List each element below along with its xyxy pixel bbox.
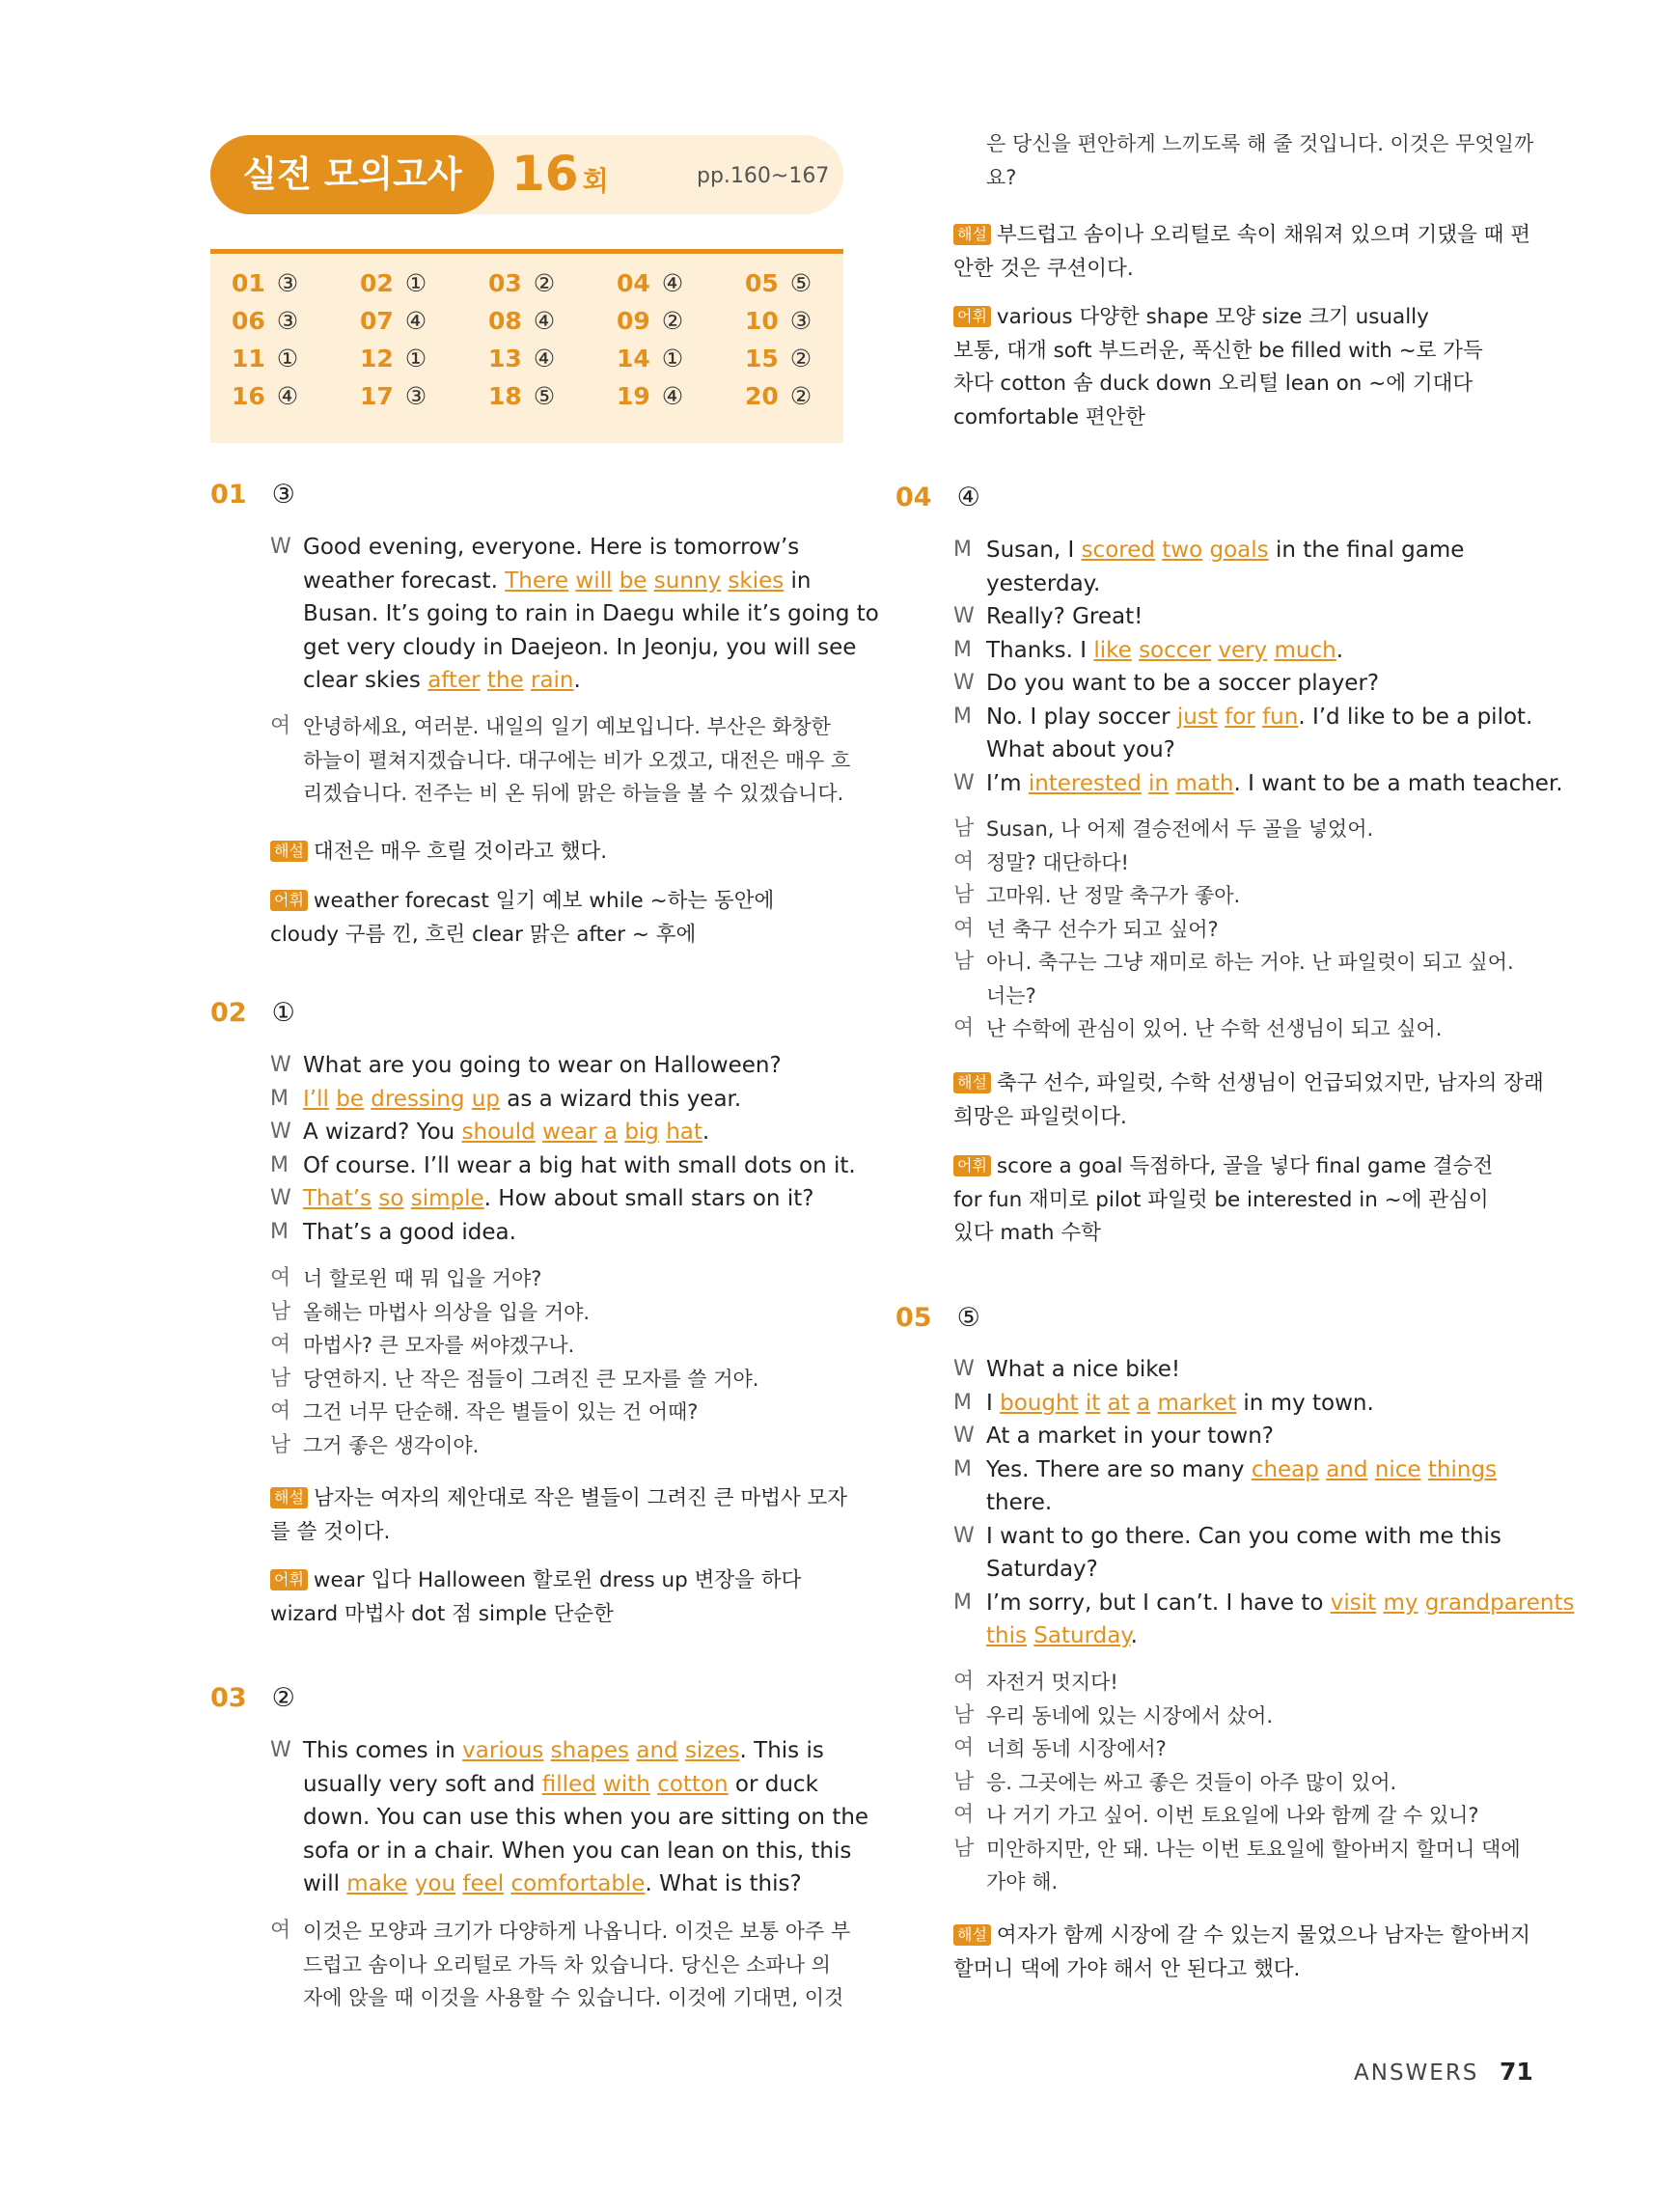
blank-answer: the bbox=[486, 668, 524, 693]
translation-line: 하늘이 펼쳐지겠습니다. 대구에는 비가 오겠고, 대전은 매우 흐 bbox=[303, 748, 851, 772]
blank-answer: in bbox=[1148, 770, 1170, 796]
speaker-label: M bbox=[953, 1590, 972, 1615]
script-line: weather forecast. There will be sunny skies in bbox=[303, 567, 812, 594]
blank-answer: things bbox=[1427, 1456, 1498, 1482]
speaker-label: 남 bbox=[953, 816, 975, 841]
explanation: 해설 축구 선수, 파일럿, 수학 선생님이 언급되었지만, 남자의 장래 bbox=[953, 1067, 1544, 1100]
blank-answer: bought bbox=[1000, 1390, 1079, 1416]
translation-line: 고마워. 난 정말 축구가 좋아. bbox=[986, 884, 1241, 907]
answer-key-number: 02 bbox=[360, 269, 394, 297]
speaker-label: 여 bbox=[953, 1670, 975, 1694]
answer-key-item bbox=[488, 378, 614, 415]
speaker-label: 여 bbox=[953, 1803, 975, 1827]
answer-key-choice: ① bbox=[404, 345, 427, 373]
blank-answer: various bbox=[462, 1738, 544, 1763]
answer-key-number: 20 bbox=[745, 382, 779, 410]
speaker-label: 여 bbox=[270, 1919, 291, 1943]
blank-answer: so bbox=[378, 1186, 404, 1211]
script-line: This comes in various shapes and sizes. This is bbox=[303, 1738, 824, 1763]
blank-answer: visit bbox=[1330, 1590, 1377, 1616]
translation-line: 은 당신을 편안하게 느끼도록 해 줄 것입니다. 이것은 무엇일까 bbox=[986, 132, 1534, 155]
blank-answer: hat bbox=[666, 1120, 702, 1145]
blank-answer: just bbox=[1176, 704, 1218, 730]
answer-key-item bbox=[360, 265, 485, 302]
speaker-label: W bbox=[953, 671, 975, 695]
answer-key-number: 07 bbox=[360, 307, 394, 335]
blank-answer: it bbox=[1085, 1390, 1101, 1416]
answer-key-choice: ② bbox=[789, 345, 812, 373]
answer-key-number: 12 bbox=[360, 345, 394, 373]
answer-key-number: 05 bbox=[745, 269, 779, 297]
translation-line: 정말? 대단하다! bbox=[986, 850, 1129, 874]
vocabulary-badge: 어휘 bbox=[270, 890, 308, 911]
vocabulary: 어휘 wear 입다 Halloween 할로윈 dress up 변장을 하다 bbox=[270, 1564, 801, 1597]
script-line: That’s so simple. How about small stars on it? bbox=[303, 1186, 814, 1211]
blank-answer: my bbox=[1383, 1590, 1418, 1616]
script-line: What are you going to wear on Halloween? bbox=[303, 1053, 782, 1078]
explanation: 할머니 댁에 가야 해서 안 된다고 했다. bbox=[953, 1956, 1301, 1981]
translation-line: 아니. 축구는 그냥 재미로 하는 거야. 난 파일럿이 되고 싶어. bbox=[986, 951, 1514, 974]
blank-answer: simple bbox=[410, 1186, 484, 1211]
blank-answer: and bbox=[636, 1738, 678, 1763]
translation-line: 자에 앉을 때 이것을 사용할 수 있습니다. 이것에 기대면, 이것 bbox=[303, 1986, 844, 2009]
answer-key-choice: ① bbox=[276, 345, 299, 373]
blank-answer: sunny bbox=[653, 567, 722, 594]
question-number: 01 bbox=[210, 480, 247, 510]
blank-answer: nice bbox=[1374, 1456, 1421, 1482]
speaker-label: 여 bbox=[270, 1266, 291, 1290]
blank-answer: will bbox=[575, 567, 613, 594]
answer-key-item bbox=[488, 265, 614, 302]
script-line: At a market in your town? bbox=[986, 1424, 1274, 1449]
answer-key-choice: ④ bbox=[661, 382, 684, 410]
explanation-badge: 해설 bbox=[953, 1924, 991, 1946]
question-header bbox=[210, 1682, 295, 1715]
speaker-label: 여 bbox=[953, 849, 975, 874]
speaker-label: 여 bbox=[953, 1016, 975, 1040]
blank-answer: up bbox=[471, 1086, 500, 1112]
answer-key-number: 03 bbox=[488, 269, 522, 297]
script-line: Of course. I’ll wear a big hat with small dots on it. bbox=[303, 1152, 856, 1178]
script-line: A wizard? You should wear a big hat. bbox=[303, 1120, 710, 1145]
answer-key-item bbox=[360, 378, 485, 415]
blank-answer: be bbox=[619, 567, 647, 594]
translation-line: 그거 좋은 생각이야. bbox=[303, 1433, 480, 1457]
answer-key-number: 16 bbox=[232, 382, 265, 410]
question-answer: ④ bbox=[956, 483, 980, 512]
translation-line: 너는? bbox=[986, 983, 1036, 1008]
translation-line: 이것은 모양과 크기가 다양하게 나옵니다. 이것은 보통 아주 부 bbox=[303, 1920, 851, 1943]
script-line: I want to go there. Can you come with me this bbox=[986, 1523, 1501, 1549]
translation-line: 미안하지만, 안 돼. 나는 이번 토요일에 할아버지 할머니 댁에 bbox=[986, 1837, 1521, 1861]
answer-key-item bbox=[617, 378, 742, 415]
answer-key-number: 19 bbox=[617, 382, 650, 410]
answer-key-choice: ① bbox=[661, 345, 684, 373]
blank-answer: goals bbox=[1209, 538, 1269, 563]
translation-line: 그건 너무 단순해. 작은 별들이 있는 건 어때? bbox=[303, 1400, 699, 1424]
vocabulary-badge: 어휘 bbox=[953, 306, 991, 327]
footer-label: ANSWERS bbox=[1354, 2060, 1479, 2086]
script-line: Thanks. I like soccer very much. bbox=[986, 637, 1344, 663]
blank-answer: dressing bbox=[371, 1086, 465, 1112]
script-line: What a nice bike! bbox=[986, 1357, 1181, 1382]
blank-answer: There bbox=[505, 567, 569, 594]
explanation: 해설 부드럽고 솜이나 오리털로 속이 채워져 있으며 기댔을 때 편 bbox=[953, 219, 1530, 252]
translation-line: 난 수학에 관심이 있어. 난 수학 선생님이 되고 싶어. bbox=[986, 1017, 1443, 1040]
answer-key-number: 14 bbox=[617, 345, 650, 373]
speaker-label: W bbox=[270, 1120, 291, 1144]
blank-answer: feel bbox=[462, 1871, 505, 1896]
page-range: pp.160~167 bbox=[697, 164, 830, 188]
answer-key-item bbox=[488, 303, 614, 340]
answer-key-item bbox=[745, 378, 870, 415]
translation-line: Susan, 나 어제 결승전에서 두 골을 넣었어. bbox=[986, 817, 1374, 841]
blank-answer: filled bbox=[541, 1771, 596, 1797]
question-header bbox=[895, 482, 980, 514]
translation-line: 요? bbox=[986, 165, 1017, 189]
script-line: yesterday. bbox=[986, 570, 1101, 596]
blank-answer: fun bbox=[1262, 704, 1299, 730]
speaker-label: 여 bbox=[953, 916, 975, 941]
blank-answer: should bbox=[461, 1120, 536, 1145]
blank-answer: Saturday bbox=[1033, 1623, 1131, 1648]
answer-key-choice: ③ bbox=[276, 307, 299, 335]
answer-key-item bbox=[360, 303, 485, 340]
answer-key-item bbox=[617, 265, 742, 302]
blank-answer: make bbox=[346, 1871, 408, 1896]
answer-key-item bbox=[745, 303, 870, 340]
speaker-label: 남 bbox=[953, 883, 975, 907]
script-line: this Saturday. bbox=[986, 1623, 1138, 1648]
speaker-label: M bbox=[270, 1086, 289, 1111]
explanation: 해설 대전은 매우 흐릴 것이라고 했다. bbox=[270, 836, 607, 869]
translation-line: 응. 그곳에는 싸고 좋은 것들이 아주 많이 있어. bbox=[986, 1770, 1397, 1794]
speaker-label: M bbox=[953, 637, 972, 662]
answer-key-choice: ⑤ bbox=[533, 382, 556, 410]
blank-answer: comfortable bbox=[510, 1871, 646, 1896]
translation-line: 당연하지. 난 작은 점들이 그려진 큰 모자를 쓸 거야. bbox=[303, 1367, 759, 1391]
answer-key-choice: ③ bbox=[404, 382, 427, 410]
blank-answer: math bbox=[1175, 770, 1234, 796]
script-line: Busan. It’s going to rain in Daegu while it’s going to bbox=[303, 601, 879, 626]
script-line: Susan, I scored two goals in the final game bbox=[986, 538, 1465, 563]
speaker-label: M bbox=[953, 1456, 972, 1481]
blank-answer: That’s bbox=[303, 1186, 372, 1211]
vocabulary: 어휘 various 다양한 shape 모양 size 크기 usually bbox=[953, 301, 1429, 334]
answer-key-number: 13 bbox=[488, 345, 522, 373]
blank-answer: scored bbox=[1081, 538, 1155, 563]
answer-key-choice: ④ bbox=[276, 382, 299, 410]
script-line: That’s a good idea. bbox=[303, 1219, 516, 1245]
blank-answer: big bbox=[624, 1120, 659, 1145]
speaker-label: 여 bbox=[270, 1399, 291, 1424]
answer-key-number: 09 bbox=[617, 307, 650, 335]
answer-key-grid bbox=[210, 249, 843, 443]
vocabulary: comfortable 편안한 bbox=[953, 404, 1146, 429]
vocabulary: 어휘 weather forecast 일기 예보 while ~하는 동안에 bbox=[270, 885, 774, 918]
explanation-badge: 해설 bbox=[953, 224, 991, 245]
translation-line: 넌 축구 선수가 되고 싶어? bbox=[986, 917, 1219, 941]
speaker-label: 여 bbox=[953, 1736, 975, 1760]
speaker-label: 남 bbox=[270, 1432, 291, 1457]
question-answer: ② bbox=[271, 1683, 295, 1713]
translation-line: 드럽고 솜이나 오리털로 가득 차 있습니다. 당신은 소파나 의 bbox=[303, 1952, 831, 1977]
blank-answer: a bbox=[1137, 1390, 1151, 1416]
speaker-label: M bbox=[270, 1219, 289, 1244]
script-line: I’ll be dressing up as a wizard this year. bbox=[303, 1086, 742, 1112]
answer-key-number: 06 bbox=[232, 307, 265, 335]
speaker-label: W bbox=[270, 535, 291, 559]
answer-key-number: 18 bbox=[488, 382, 522, 410]
question-answer: ⑤ bbox=[956, 1303, 980, 1333]
explanation-badge: 해설 bbox=[270, 1487, 308, 1508]
vocabulary: 있다 math 수학 bbox=[953, 1221, 1101, 1245]
explanation: 해설 여자가 함께 시장에 갈 수 있는지 물었으나 남자는 할아버지 bbox=[953, 1920, 1530, 1952]
blank-answer: two bbox=[1162, 538, 1203, 563]
translation-line: 너 할로윈 때 뭐 입을 거야? bbox=[303, 1267, 542, 1290]
explanation: 희망은 파일럿이다. bbox=[953, 1104, 1127, 1129]
answer-key-number: 15 bbox=[745, 345, 779, 373]
speaker-label: 남 bbox=[270, 1299, 291, 1324]
translation-line: 우리 동네에 있는 시장에서 샀어. bbox=[986, 1703, 1274, 1728]
blank-answer: cotton bbox=[657, 1771, 729, 1797]
script-line: Really? Great! bbox=[986, 604, 1143, 629]
script-line: Good evening, everyone. Here is tomorrow’s bbox=[303, 535, 800, 560]
explanation: 해설 남자는 여자의 제안대로 작은 별들이 그려진 큰 마법사 모자 bbox=[270, 1482, 847, 1515]
answer-key-number: 08 bbox=[488, 307, 522, 335]
speaker-label: W bbox=[953, 770, 975, 795]
blank-answer: you bbox=[414, 1871, 456, 1896]
vocabulary-badge: 어휘 bbox=[953, 1155, 991, 1176]
translation-line: 올해는 마법사 의상을 입을 거야. bbox=[303, 1300, 591, 1324]
answer-key-item bbox=[617, 303, 742, 340]
explanation: 를 쓸 것이다. bbox=[270, 1519, 391, 1544]
vocabulary: wizard 마법사 dot 점 simple 단순한 bbox=[270, 1601, 614, 1626]
answer-key-number: 01 bbox=[232, 269, 265, 297]
translation-line: 안녕하세요, 여러분. 내일의 일기 예보입니다. 부산은 화창한 bbox=[303, 715, 831, 738]
speaker-label: W bbox=[270, 1738, 291, 1762]
question-number: 02 bbox=[210, 998, 247, 1028]
blank-answer: interested bbox=[1028, 770, 1142, 796]
blank-answer: like bbox=[1093, 637, 1132, 663]
translation-line: 나 거기 가고 싶어. 이번 토요일에 나와 함께 갈 수 있니? bbox=[986, 1804, 1479, 1827]
answer-key-choice: ② bbox=[789, 382, 812, 410]
speaker-label: 여 bbox=[270, 714, 291, 738]
answer-key-number: 04 bbox=[617, 269, 650, 297]
speaker-label: M bbox=[953, 538, 972, 562]
answer-key-choice: ② bbox=[533, 269, 556, 297]
script-line: will make you feel comfortable. What is this? bbox=[303, 1871, 802, 1896]
explanation: 안한 것은 쿠션이다. bbox=[953, 256, 1134, 281]
question-answer: ① bbox=[271, 998, 295, 1028]
speaker-label: 남 bbox=[953, 950, 975, 974]
blank-answer: and bbox=[1326, 1456, 1368, 1482]
answer-key-item bbox=[617, 341, 742, 377]
script-line: down. You can use this when you are sitting on the bbox=[303, 1805, 869, 1830]
answer-key-item bbox=[232, 341, 357, 377]
blank-answer: shapes bbox=[550, 1738, 630, 1763]
vocabulary: 차다 cotton 솜 duck down 오리털 lean on ~에 기대다 bbox=[953, 372, 1473, 396]
answer-key-item bbox=[488, 341, 614, 377]
script-line: I bought it at a market in my town. bbox=[986, 1390, 1374, 1416]
vocabulary: 어휘 score a goal 득점하다, 골을 넣다 final game 결승전 bbox=[953, 1150, 1493, 1183]
explanation-badge: 해설 bbox=[270, 841, 308, 862]
blank-answer: with bbox=[603, 1771, 650, 1797]
test-number: 16 회 bbox=[511, 146, 609, 202]
question-answer: ③ bbox=[271, 480, 295, 510]
script-line: usually very soft and filled with cotton or duck bbox=[303, 1771, 818, 1797]
speaker-label: M bbox=[953, 1390, 972, 1415]
script-line: No. I play soccer just for fun. I’d like to be a pilot. bbox=[986, 704, 1533, 730]
blank-answer: cheap bbox=[1251, 1456, 1319, 1482]
blank-answer: for bbox=[1225, 704, 1255, 730]
translation-line: 리겠습니다. 전주는 비 온 뒤에 맑은 하늘을 볼 수 있겠습니다. bbox=[303, 782, 844, 805]
blank-answer: after bbox=[427, 668, 481, 693]
blank-answer: at bbox=[1107, 1390, 1130, 1416]
speaker-label: W bbox=[953, 604, 975, 628]
script-line: I’m sorry, but I can’t. I have to visit my grandparents bbox=[986, 1590, 1575, 1616]
script-line: What about you? bbox=[986, 737, 1175, 762]
speaker-label: W bbox=[953, 1357, 975, 1381]
blank-answer: market bbox=[1157, 1390, 1237, 1416]
speaker-label: 남 bbox=[270, 1366, 291, 1391]
speaker-label: M bbox=[270, 1152, 289, 1177]
script-line: sofa or in a chair. When you can lean on this, this bbox=[303, 1838, 852, 1864]
answer-key-choice: ② bbox=[661, 307, 684, 335]
translation-line: 가야 해. bbox=[986, 1870, 1059, 1894]
script-line: I’m interested in math. I want to be a math teacher. bbox=[986, 770, 1563, 796]
answer-key-item bbox=[232, 303, 357, 340]
question-number: 05 bbox=[895, 1303, 932, 1333]
script-line: Yes. There are so many cheap and nice things bbox=[986, 1456, 1498, 1482]
question-number: 03 bbox=[210, 1683, 247, 1713]
translation-line: 자전거 멋지다! bbox=[986, 1671, 1118, 1694]
question-number: 04 bbox=[895, 483, 932, 512]
question-header bbox=[210, 479, 295, 512]
page-number: 71 bbox=[1500, 2058, 1533, 2086]
script-line: Saturday? bbox=[986, 1557, 1098, 1582]
blank-answer: a bbox=[603, 1120, 618, 1145]
translation-line: 마법사? 큰 모자를 써야겠구나. bbox=[303, 1334, 575, 1357]
explanation-badge: 해설 bbox=[953, 1072, 991, 1093]
speaker-label: W bbox=[270, 1053, 291, 1077]
blank-answer: rain bbox=[530, 668, 574, 693]
speaker-label: W bbox=[953, 1523, 975, 1548]
script-line: Do you want to be a soccer player? bbox=[986, 671, 1380, 696]
answer-key-choice: ④ bbox=[404, 307, 427, 335]
translation-line: 너희 동네 시장에서? bbox=[986, 1737, 1167, 1760]
question-header bbox=[895, 1302, 980, 1335]
answer-key-item bbox=[360, 341, 485, 377]
speaker-label: 여 bbox=[270, 1333, 291, 1357]
answer-key-choice: ④ bbox=[533, 345, 556, 373]
vocabulary: for fun 재미로 pilot 파일럿 be interested in ~에 관심이 bbox=[953, 1187, 1489, 1212]
blank-answer: sizes bbox=[684, 1738, 740, 1763]
test-title: 실전 모의고사 bbox=[210, 135, 494, 214]
blank-answer: very bbox=[1218, 637, 1268, 663]
answer-key-choice: ① bbox=[404, 269, 427, 297]
script-line: clear skies after the rain. bbox=[303, 668, 581, 693]
speaker-label: 남 bbox=[953, 1702, 975, 1728]
answer-key-item bbox=[232, 378, 357, 415]
answer-key-item bbox=[745, 341, 870, 377]
blank-answer: this bbox=[986, 1623, 1027, 1648]
speaker-label: W bbox=[270, 1186, 291, 1210]
speaker-label: W bbox=[953, 1424, 975, 1448]
answer-key-number: 10 bbox=[745, 307, 779, 335]
answer-key-choice: ③ bbox=[789, 307, 812, 335]
blank-answer: be bbox=[336, 1086, 364, 1112]
blank-answer: I’ll bbox=[303, 1086, 329, 1112]
question-header bbox=[210, 997, 295, 1030]
answer-key-choice: ⑤ bbox=[789, 269, 812, 297]
vocabulary: cloudy 구름 낀, 흐린 clear 맑은 after ~ 후에 bbox=[270, 922, 697, 947]
answer-key-choice: ④ bbox=[533, 307, 556, 335]
answer-key-item bbox=[745, 265, 870, 302]
answer-key-number: 17 bbox=[360, 382, 394, 410]
answer-key-choice: ③ bbox=[276, 269, 299, 297]
answer-key-number: 11 bbox=[232, 345, 265, 373]
speaker-label: M bbox=[953, 704, 972, 729]
blank-answer: soccer bbox=[1139, 637, 1212, 663]
answer-key-choice: ④ bbox=[661, 269, 684, 297]
script-line: there. bbox=[986, 1490, 1053, 1515]
script-line: get very cloudy in Daejeon. In Jeonju, you will see bbox=[303, 634, 857, 660]
blank-answer: skies bbox=[728, 567, 785, 594]
speaker-label: 남 bbox=[953, 1836, 975, 1861]
answer-key-item bbox=[232, 265, 357, 302]
vocabulary: 보통, 대개 soft 부드러운, 푹신한 be filled with ~로 가득 bbox=[953, 338, 1483, 363]
blank-answer: wear bbox=[542, 1120, 597, 1145]
blank-answer: grandparents bbox=[1424, 1590, 1575, 1616]
blank-answer: much bbox=[1274, 637, 1336, 663]
vocabulary-badge: 어휘 bbox=[270, 1569, 308, 1590]
speaker-label: 남 bbox=[953, 1769, 975, 1794]
